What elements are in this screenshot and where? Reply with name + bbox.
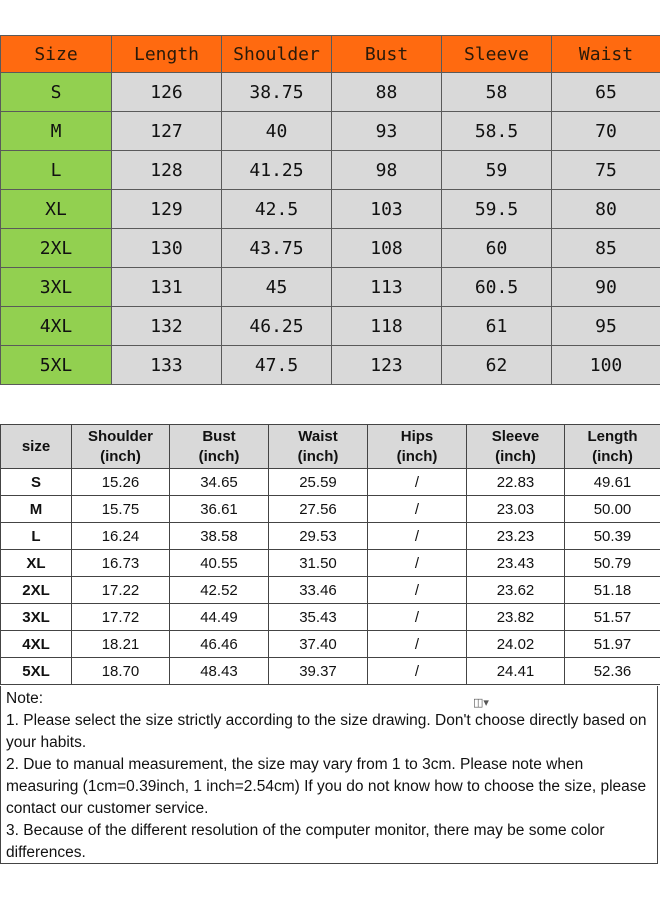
value-cell: 45 — [222, 268, 332, 307]
value-cell: 49.61 — [565, 469, 660, 496]
table-row — [1, 631, 660, 658]
value-cell: 43.75 — [222, 229, 332, 268]
value-cell: / — [368, 523, 467, 550]
value-cell: 41.25 — [222, 151, 332, 190]
value-cell: / — [368, 604, 467, 631]
value-cell: 48.43 — [170, 658, 269, 685]
inch-header-cell — [565, 425, 660, 469]
table-row — [1, 604, 660, 631]
header-label: Sleeve — [491, 427, 540, 445]
cm-table-header — [1, 36, 660, 73]
value-cell: / — [368, 577, 467, 604]
value-cell: 17.22 — [72, 577, 170, 604]
value-cell: 128 — [112, 151, 222, 190]
cm-table-body — [1, 73, 660, 385]
value-cell: 70 — [552, 112, 660, 151]
value-cell: 16.24 — [72, 523, 170, 550]
value-cell: 50.00 — [565, 496, 660, 523]
value-cell: 29.53 — [269, 523, 368, 550]
value-cell: 34.65 — [170, 469, 269, 496]
value-cell: 27.56 — [269, 496, 368, 523]
value-cell: 65 — [552, 73, 660, 112]
cm-header-cell: Sleeve — [442, 36, 552, 73]
value-cell: 88 — [332, 73, 442, 112]
table-row — [1, 496, 660, 523]
value-cell: 127 — [112, 112, 222, 151]
header-label: Length — [587, 427, 638, 445]
value-cell: 129 — [112, 190, 222, 229]
cm-header-cell: Waist — [552, 36, 660, 73]
cm-header-cell: Bust — [332, 36, 442, 73]
size-cell: L — [1, 151, 112, 190]
value-cell: / — [368, 550, 467, 577]
value-cell: 75 — [552, 151, 660, 190]
size-cell: 4XL — [1, 307, 112, 346]
value-cell: 108 — [332, 229, 442, 268]
value-cell: 31.50 — [269, 550, 368, 577]
table-row — [1, 469, 660, 496]
header-label: size — [21, 437, 51, 455]
value-cell: 60 — [442, 229, 552, 268]
value-cell: 100 — [552, 346, 660, 385]
value-cell: 131 — [112, 268, 222, 307]
value-cell: 18.70 — [72, 658, 170, 685]
value-cell: / — [368, 631, 467, 658]
value-cell: 90 — [552, 268, 660, 307]
table-row — [1, 346, 660, 385]
value-cell: 16.73 — [72, 550, 170, 577]
value-cell: 50.39 — [565, 523, 660, 550]
size-cell: S — [1, 469, 72, 496]
table-row — [1, 112, 660, 151]
header-label: Shoulder — [87, 427, 153, 445]
table-row — [1, 268, 660, 307]
header-unit: (inch) — [100, 447, 141, 465]
value-cell: 50.79 — [565, 550, 660, 577]
value-cell: 85 — [552, 229, 660, 268]
value-cell: 38.75 — [222, 73, 332, 112]
value-cell: 24.02 — [467, 631, 565, 658]
value-cell: / — [368, 496, 467, 523]
size-cell: XL — [1, 190, 112, 229]
value-cell: 126 — [112, 73, 222, 112]
value-cell: 52.36 — [565, 658, 660, 685]
value-cell: 46.25 — [222, 307, 332, 346]
value-cell: 40 — [222, 112, 332, 151]
inch-header-cell — [72, 425, 170, 469]
value-cell: 59.5 — [442, 190, 552, 229]
inch-header-cell — [368, 425, 467, 469]
size-cell: 2XL — [1, 229, 112, 268]
notes-box — [0, 686, 658, 864]
value-cell: / — [368, 469, 467, 496]
value-cell: 60.5 — [442, 268, 552, 307]
value-cell: 113 — [332, 268, 442, 307]
inch-header-cell — [467, 425, 565, 469]
value-cell: 58 — [442, 73, 552, 112]
table-row — [1, 523, 660, 550]
size-cell: 5XL — [1, 658, 72, 685]
inch-header-cell — [1, 425, 72, 469]
cm-header-cell: Shoulder — [222, 36, 332, 73]
header-label: Waist — [298, 427, 338, 445]
value-cell: 93 — [332, 112, 442, 151]
inch-table-header — [1, 425, 660, 469]
table-row — [1, 190, 660, 229]
value-cell: 23.62 — [467, 577, 565, 604]
value-cell: / — [368, 658, 467, 685]
size-cell: L — [1, 523, 72, 550]
value-cell: 46.46 — [170, 631, 269, 658]
value-cell: 130 — [112, 229, 222, 268]
value-cell: 15.26 — [72, 469, 170, 496]
inch-header-cell — [269, 425, 368, 469]
table-row — [1, 550, 660, 577]
value-cell: 62 — [442, 346, 552, 385]
size-cell: 2XL — [1, 577, 72, 604]
value-cell: 118 — [332, 307, 442, 346]
value-cell: 18.21 — [72, 631, 170, 658]
inch-header-cell — [170, 425, 269, 469]
table-row — [1, 229, 660, 268]
value-cell: 51.18 — [565, 577, 660, 604]
size-cell: S — [1, 73, 112, 112]
table-row — [1, 307, 660, 346]
header-unit: (inch) — [297, 447, 339, 465]
value-cell: 95 — [552, 307, 660, 346]
value-cell: 23.43 — [467, 550, 565, 577]
size-table-cm — [0, 35, 660, 385]
table-row — [1, 577, 660, 604]
cm-header-cell: Length — [112, 36, 222, 73]
header-unit: (inch) — [396, 447, 438, 465]
size-cell: 5XL — [1, 346, 112, 385]
header-unit: (inch) — [495, 447, 536, 465]
size-cell: 4XL — [1, 631, 72, 658]
note-line-2: 2. Due to manual measurement, the size may vary from 1 to 3cm. Please note when measuring (1cm=0.39inch, 1 inch=2.54cm) If you do not know how to choose the size, please contact our customer service. — [6, 756, 647, 817]
size-cell: XL — [1, 550, 72, 577]
value-cell: 25.59 — [269, 469, 368, 496]
value-cell: 51.57 — [565, 604, 660, 631]
size-cell: M — [1, 496, 72, 523]
inch-table-body — [1, 469, 660, 685]
value-cell: 39.37 — [269, 658, 368, 685]
value-cell: 103 — [332, 190, 442, 229]
header-unit: (inch) — [592, 447, 633, 465]
value-cell: 123 — [332, 346, 442, 385]
table-row — [1, 73, 660, 112]
value-cell: 47.5 — [222, 346, 332, 385]
paste-options-icon[interactable]: ◫▾ — [473, 696, 489, 709]
size-cell: M — [1, 112, 112, 151]
notes-title: Note: — [6, 690, 44, 707]
value-cell: 132 — [112, 307, 222, 346]
value-cell: 37.40 — [269, 631, 368, 658]
value-cell: 23.23 — [467, 523, 565, 550]
note-line-1: 1. Please select the size strictly according to the size drawing. Don't choose directly based on your habits. — [6, 712, 647, 751]
value-cell: 24.41 — [467, 658, 565, 685]
size-cell: 3XL — [1, 604, 72, 631]
note-line-3: 3. Because of the different resolution of the computer monitor, there may be some color differences. — [6, 822, 605, 861]
value-cell: 36.61 — [170, 496, 269, 523]
value-cell: 58.5 — [442, 112, 552, 151]
value-cell: 40.55 — [170, 550, 269, 577]
value-cell: 44.49 — [170, 604, 269, 631]
value-cell: 98 — [332, 151, 442, 190]
value-cell: 80 — [552, 190, 660, 229]
value-cell: 133 — [112, 346, 222, 385]
value-cell: 35.43 — [269, 604, 368, 631]
value-cell: 42.52 — [170, 577, 269, 604]
table-row — [1, 151, 660, 190]
size-cell: 3XL — [1, 268, 112, 307]
header-unit: (inch) — [198, 447, 240, 465]
header-label: Hips — [400, 427, 434, 445]
value-cell: 33.46 — [269, 577, 368, 604]
cm-header-cell: Size — [1, 36, 112, 73]
value-cell: 15.75 — [72, 496, 170, 523]
value-cell: 51.97 — [565, 631, 660, 658]
value-cell: 38.58 — [170, 523, 269, 550]
value-cell: 42.5 — [222, 190, 332, 229]
value-cell: 23.82 — [467, 604, 565, 631]
value-cell: 17.72 — [72, 604, 170, 631]
size-table-inch — [0, 424, 660, 685]
value-cell: 22.83 — [467, 469, 565, 496]
table-row — [1, 658, 660, 685]
value-cell: 59 — [442, 151, 552, 190]
header-label: Bust — [202, 427, 236, 445]
value-cell: 23.03 — [467, 496, 565, 523]
value-cell: 61 — [442, 307, 552, 346]
